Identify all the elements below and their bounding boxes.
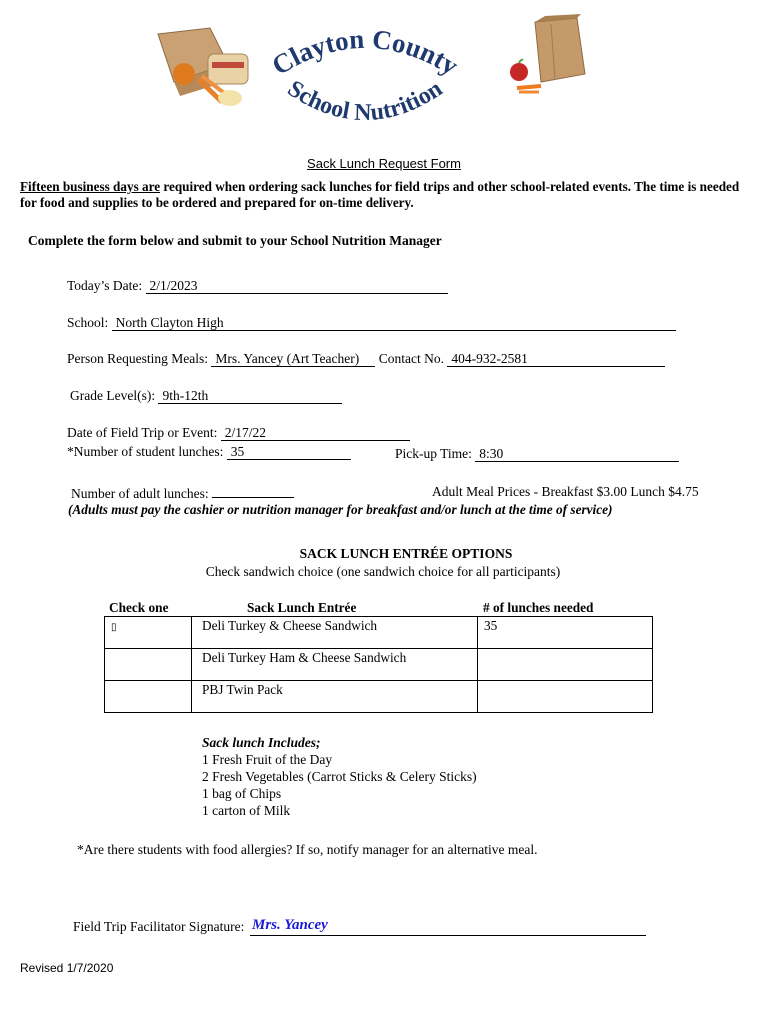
header-check-one: Check one (109, 600, 169, 615)
sack-includes (202, 734, 477, 819)
entree-cell: Deli Turkey & Cheese Sandwich (192, 617, 478, 649)
check-cell[interactable] (105, 617, 192, 649)
sack-lunch-left-image (150, 24, 260, 114)
entree-table (104, 616, 653, 713)
student-lunches-row (67, 444, 351, 460)
pickup-field[interactable]: 8:30 (475, 446, 679, 462)
list-item: 1 bag of Chips (202, 786, 282, 801)
sack-lunch-right-image (505, 14, 595, 104)
adult-prices: Adult Meal Prices - Breakfast $3.00 Lunch $4.75 (432, 484, 699, 499)
options-subtitle: Check sandwich choice (one sandwich choice for all participants) (205, 564, 561, 579)
event-date-label: Date of Field Trip or Event: (67, 425, 218, 440)
revised-date: Revised 1/7/2020 (20, 961, 114, 975)
list-item: 2 Fresh Vegetables (Carrot Sticks & Celery Sticks) (202, 769, 477, 784)
table-row (105, 617, 653, 649)
event-date-row (67, 425, 410, 441)
person-label: Person Requesting Meals: (67, 351, 208, 366)
checkbox-icon[interactable]: ▯ (111, 622, 117, 633)
date-field[interactable]: 2/1/2023 (146, 278, 448, 294)
date-label: Today’s Date: (67, 278, 143, 293)
adult-lunches-label: Number of adult lunches: (71, 486, 209, 501)
header-entree: Sack Lunch Entrée (247, 600, 357, 615)
student-lunches-label: *Number of student lunches: (67, 444, 224, 459)
signature-line[interactable] (250, 935, 646, 936)
logo-line2: School Nutrition (282, 75, 448, 127)
student-lunches-field[interactable]: 35 (227, 444, 351, 460)
school-label: School: (67, 315, 109, 330)
person-field[interactable]: Mrs. Yancey (Art Teacher) (211, 351, 375, 367)
includes-heading: Sack lunch Includes; (202, 735, 321, 750)
count-cell[interactable] (478, 681, 653, 713)
pickup-label: Pick-up Time: (395, 446, 472, 461)
school-row (67, 315, 676, 331)
entree-cell: Deli Turkey Ham & Cheese Sandwich (192, 649, 478, 681)
date-row (67, 278, 448, 294)
grade-label: Grade Level(s): (70, 388, 156, 403)
intro-paragraph (20, 179, 740, 211)
table-row (105, 681, 653, 713)
adult-lunches-field[interactable] (212, 482, 294, 498)
pickup-row (395, 446, 679, 462)
options-title: SACK LUNCH ENTRÉE OPTIONS (299, 546, 513, 561)
signature-value: Mrs. Yancey (252, 917, 328, 933)
count-cell[interactable] (478, 649, 653, 681)
form-title: Sack Lunch Request Form (307, 156, 461, 171)
logo-line1: Clayton County (266, 23, 464, 82)
submit-instruction: Complete the form below and submit to your School Nutrition Manager (28, 233, 442, 248)
header-count: # of lunches needed (483, 600, 594, 615)
adult-payment-note: (Adults must pay the cashier or nutrition manager for breakfast and/or lunch at the time of service) (68, 502, 613, 517)
event-date-field[interactable]: 2/17/22 (221, 425, 410, 441)
table-row (105, 649, 653, 681)
adult-lunches-row (71, 482, 294, 502)
allergy-note: *Are there students with food allergies? If so, notify manager for an alternative meal. (77, 842, 538, 857)
grade-row (70, 388, 342, 404)
intro-text: required when ordering sack lunches for field trips and other school-related events. The time is needed for food and supplies to be ordered and prepared for on-time delivery. (20, 179, 740, 210)
school-field[interactable]: North Clayton High (112, 315, 676, 331)
list-item: 1 Fresh Fruit of the Day (202, 752, 333, 767)
contact-field[interactable]: 404-932-2581 (447, 351, 665, 367)
grade-field[interactable]: 9th-12th (158, 388, 342, 404)
school-nutrition-logo (255, 18, 475, 138)
check-cell[interactable] (105, 681, 192, 713)
person-row (67, 351, 665, 367)
contact-label: Contact No. (378, 351, 444, 366)
count-cell[interactable]: 35 (478, 617, 653, 649)
entree-cell: PBJ Twin Pack (192, 681, 478, 713)
list-item: 1 carton of Milk (202, 803, 291, 818)
signature-label: Field Trip Facilitator Signature: (73, 919, 245, 934)
intro-emphasis: Fifteen business days are (20, 179, 161, 194)
check-cell[interactable] (105, 649, 192, 681)
